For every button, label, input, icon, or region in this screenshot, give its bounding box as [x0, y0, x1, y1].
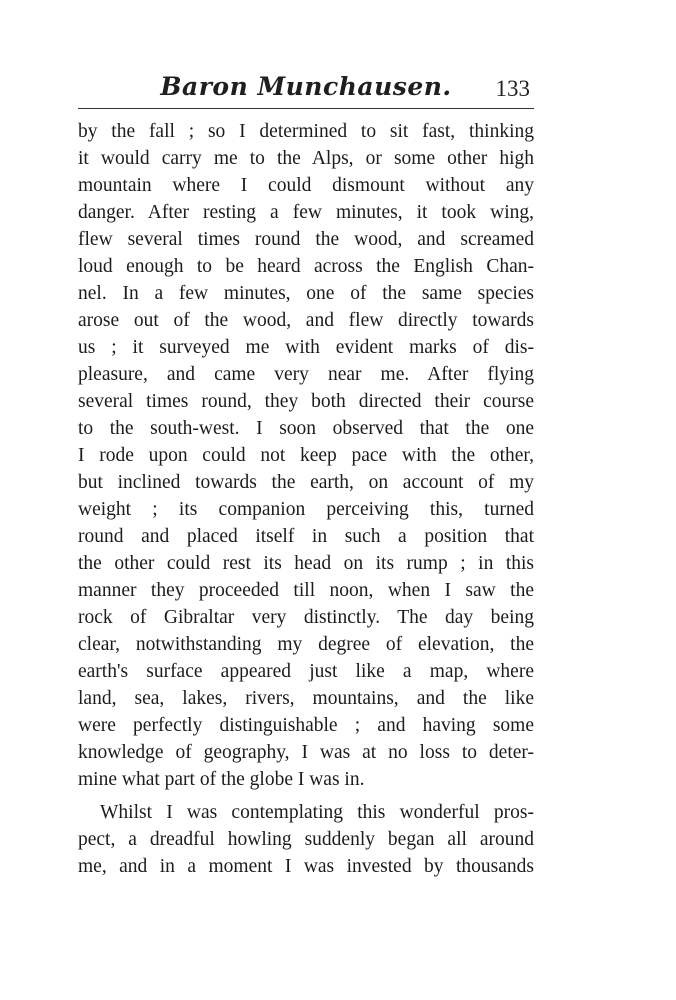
text-line: loud enough to be heard across the English Chan- [78, 256, 534, 277]
text-line: were perfectly distinguishable ; and having some [78, 715, 534, 736]
text-line: weight ; its companion perceiving this, turned [78, 499, 534, 520]
text-line: danger. After resting a few minutes, it took wing, [78, 202, 534, 223]
text-line: earth's surface appeared just like a map, where [78, 661, 534, 682]
text-line: it would carry me to the Alps, or some other high [78, 148, 534, 169]
text-line: Whilst I was contemplating this wonderful pros- [100, 802, 534, 823]
text-line: but inclined towards the earth, on account of my [78, 472, 534, 493]
text-line: flew several times round the wood, and screamed [78, 229, 534, 250]
text-line: mine what part of the globe I was in. [78, 769, 365, 790]
body-text [78, 118, 534, 880]
text-line: nel. In a few minutes, one of the same species [78, 283, 534, 304]
text-line: rock of Gibraltar very distinctly. The day being [78, 607, 534, 628]
text-line: the other could rest its head on its rump ; in this [78, 553, 534, 574]
text-line: manner they proceeded till noon, when I saw the [78, 580, 534, 601]
header-rule [78, 108, 534, 109]
text-line: several times round, they both directed their course [78, 391, 534, 412]
running-title: Baron Munchausen. [160, 72, 452, 101]
paragraph-2 [78, 799, 534, 880]
text-line: to the south-west. I soon observed that the one [78, 418, 534, 439]
text-line: pleasure, and came very near me. After flying [78, 364, 534, 385]
text-line: by the fall ; so I determined to sit fast, thinking [78, 121, 534, 142]
text-line: land, sea, lakes, rivers, mountains, and the like [78, 688, 534, 709]
text-line: clear, notwithstanding my degree of elevation, the [78, 634, 534, 655]
text-line: round and placed itself in such a position that [78, 526, 534, 547]
text-line: arose out of the wood, and flew directly towards [78, 310, 534, 331]
paragraph-1 [78, 118, 534, 793]
text-line: me, and in a moment I was invested by thousands [78, 856, 534, 877]
text-line: us ; it surveyed me with evident marks of dis- [78, 337, 534, 358]
text-line: pect, a dreadful howling suddenly began all around [78, 829, 534, 850]
text-line: mountain where I could dismount without any [78, 175, 534, 196]
text-line: knowledge of geography, I was at no loss to deter- [78, 742, 534, 763]
running-head [78, 66, 534, 106]
text-line: I rode upon could not keep pace with the other, [78, 445, 534, 466]
page-number: 133 [495, 76, 530, 101]
